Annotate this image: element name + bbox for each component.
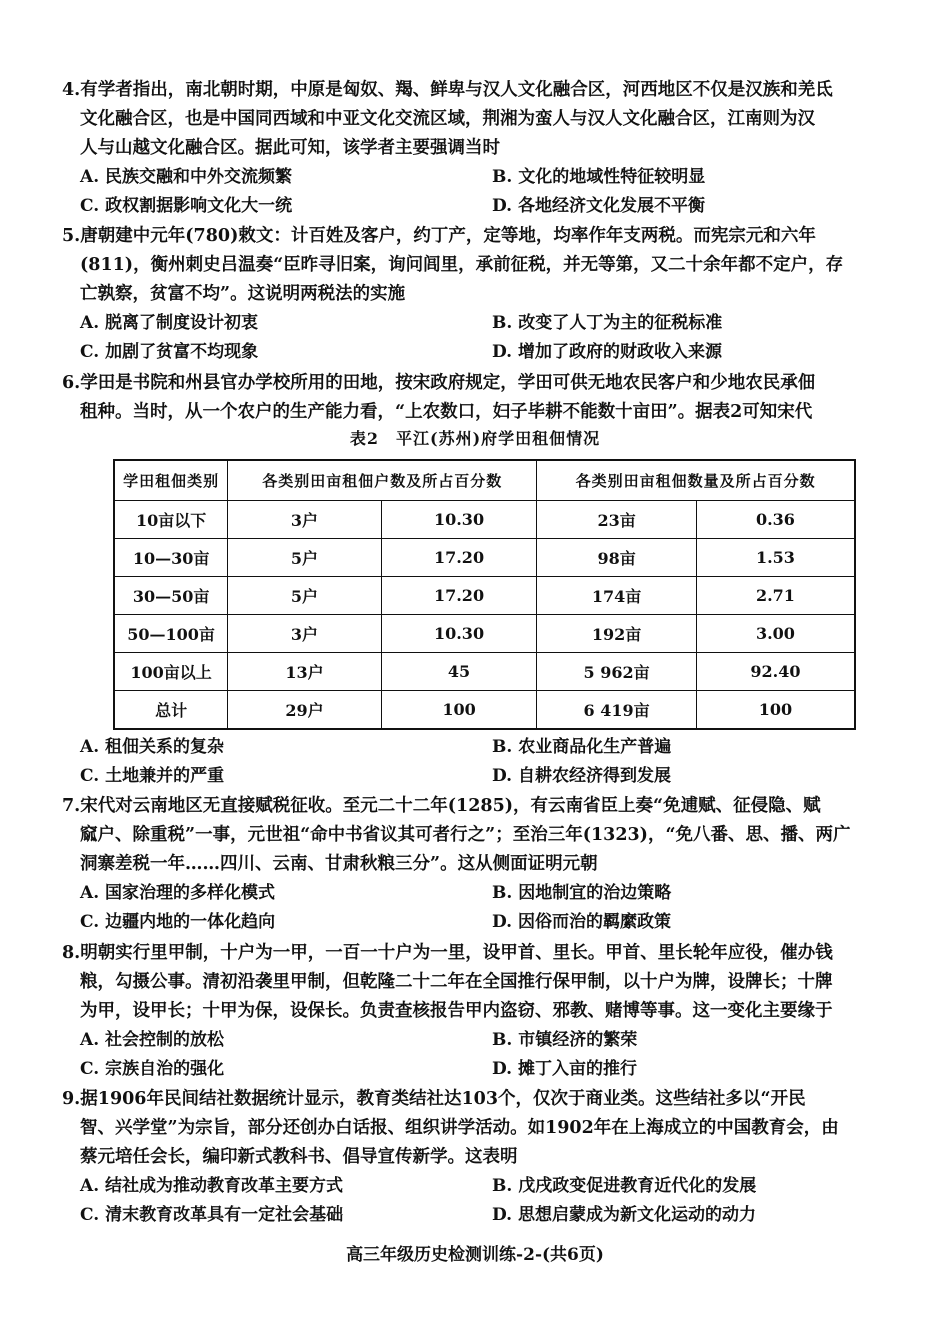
table-row [114, 577, 855, 615]
question-6-options [62, 733, 892, 791]
table-cell: 10.30 [381, 615, 537, 653]
option-d[interactable]: D. 自耕农经济得到发展 [492, 766, 671, 786]
question-number: 6. [62, 373, 81, 393]
option-a[interactable]: A. 租佃关系的复杂 [80, 737, 225, 757]
table-cell: 29户 [228, 691, 382, 730]
option-d[interactable]: D. 因俗而治的羁縻政策 [492, 912, 671, 932]
question-5 [62, 222, 892, 367]
table-cell: 3户 [228, 501, 382, 539]
table-cell: 100 [381, 691, 537, 730]
question-number: 9. [62, 1089, 81, 1109]
option-a[interactable]: A. 国家治理的多样化模式 [80, 883, 276, 903]
table-header: 各类别田亩租佃数量及所占百分数 [537, 460, 855, 501]
question-4-options [62, 163, 892, 221]
option-a[interactable]: A. 民族交融和中外交流频繁 [80, 167, 293, 187]
question-number: 4. [62, 80, 81, 100]
stem-line: 据1906年民间结社数据统计显示，教育类结社达103个，仅次于商业类。这些结社多以“开民 [80, 1089, 806, 1109]
table-cell: 17.20 [381, 539, 537, 577]
question-5-options [62, 309, 892, 367]
stem-line: 明朝实行里甲制，十户为一甲，一百一十户为一里，设甲首、里长。甲首、里长轮年应役，催办钱 [80, 943, 833, 963]
option-b[interactable]: B. 文化的地域性特征较明显 [492, 167, 706, 187]
table-cell: 13户 [228, 653, 382, 691]
stem-line: 智、兴学堂”为宗旨，部分还创办白话报、组织讲学活动。如1902年在上海成立的中国教育会，由 [80, 1118, 839, 1138]
question-8-stem [62, 939, 892, 1026]
stem-line: 窳户、除重税”一事，元世祖“命中书省议其可者行之”；至治三年(1323)，“免八番、思、播、两广 [80, 825, 851, 845]
table-cell: 50—100亩 [114, 615, 228, 653]
page-footer: 高三年级历史检测训练-2-(共6页) [346, 1245, 604, 1265]
stem-line: 宋代对云南地区无直接赋税征收。至元二十二年(1285)，有云南省臣上奏“免逋赋、征侵隐、赋 [80, 796, 821, 816]
stem-line: 有学者指出，南北朝时期，中原是匈奴、羯、鲜卑与汉人文化融合区，河西地区不仅是汉族和羌氐 [80, 80, 833, 100]
question-number: 5. [62, 226, 81, 246]
stem-line: 租种。当时，从一个农户的生产能力看，“上农数口，妇子毕耕不能数十亩田”。据表2可知宋代 [80, 402, 813, 422]
option-a[interactable]: A. 社会控制的放松 [80, 1030, 225, 1050]
table-cell: 98亩 [537, 539, 697, 577]
stem-line: 学田是书院和州县官办学校所用的田地，按宋政府规定，学田可供无地农民客户和少地农民承佃 [80, 373, 816, 393]
table-cell: 30—50亩 [114, 577, 228, 615]
table-header-row [114, 460, 855, 501]
question-6-options-wrap [62, 733, 892, 791]
table-cell: 100亩以上 [114, 653, 228, 691]
table-cell: 10—30亩 [114, 539, 228, 577]
stem-line: 洞寨差税一年……四川、云南、甘肃秋粮三分”。这从侧面证明元朝 [80, 854, 598, 874]
table-header: 各类别田亩租佃户数及所占百分数 [228, 460, 537, 501]
stem-line: 唐朝建中元年(780)敕文：计百姓及客户，约丁产，定等地，均率作年支两税。而宪宗元和六年 [80, 226, 816, 246]
option-d[interactable]: D. 摊丁入亩的推行 [492, 1059, 637, 1079]
question-4 [62, 76, 892, 221]
option-c[interactable]: C. 边疆内地的一体化趋向 [80, 912, 276, 932]
question-8 [62, 939, 892, 1084]
table-cell: 45 [381, 653, 537, 691]
table-cell: 10.30 [381, 501, 537, 539]
question-9-options [62, 1172, 892, 1230]
table-cell: 5 962亩 [537, 653, 697, 691]
table-cell: 1.53 [696, 539, 855, 577]
stem-line: 蔡元培任会长，编印新式教科书、倡导宣传新学。这表明 [80, 1147, 518, 1167]
stem-line: 亡孰察，贫富不均”。这说明两税法的实施 [80, 284, 406, 304]
table-row [114, 539, 855, 577]
table-cell: 23亩 [537, 501, 697, 539]
question-number: 8. [62, 943, 81, 963]
table-header: 学田租佃类别 [114, 460, 228, 501]
question-6-stem [62, 369, 892, 427]
stem-line: 人与山越文化融合区。据此可知，该学者主要强调当时 [80, 138, 500, 158]
table-cell: 100 [696, 691, 855, 730]
table-cell: 17.20 [381, 577, 537, 615]
option-b[interactable]: B. 因地制宜的治边策略 [492, 883, 672, 903]
table-cell: 6 419亩 [537, 691, 697, 730]
option-d[interactable]: D. 思想启蒙成为新文化运动的动力 [492, 1205, 756, 1225]
table-cell: 5户 [228, 577, 382, 615]
table-title: 表2 平江(苏州)府学田租佃情况 [349, 429, 601, 448]
stem-line: 文化融合区，也是中国同西域和中亚文化交流区域，荆湘为蛮人与汉人文化融合区，江南则为汉 [80, 109, 815, 129]
question-7-options [62, 879, 892, 937]
table-cell: 10亩以下 [114, 501, 228, 539]
option-b[interactable]: B. 市镇经济的繁荣 [492, 1030, 638, 1050]
stem-line: (811)，衡州刺史吕温奏“臣昨寻旧案，询问闾里，承前征税，并无等第，又二十余年都不定户，存 [80, 255, 844, 275]
question-number: 7. [62, 796, 81, 816]
question-7-stem [62, 792, 892, 879]
question-9 [62, 1085, 892, 1230]
table-cell: 192亩 [537, 615, 697, 653]
question-5-stem [62, 222, 892, 309]
question-6 [62, 369, 892, 427]
option-d[interactable]: D. 增加了政府的财政收入来源 [492, 342, 722, 362]
question-7 [62, 792, 892, 937]
table-cell: 3户 [228, 615, 382, 653]
question-4-stem [62, 76, 892, 163]
table-row [114, 501, 855, 539]
table-row [114, 691, 855, 730]
option-a[interactable]: A. 脱离了制度设计初衷 [80, 313, 259, 333]
question-9-stem [62, 1085, 892, 1172]
option-b[interactable]: B. 戊戌政变促进教育近代化的发展 [492, 1176, 757, 1196]
stem-line: 粮，勾摄公事。清初沿袭里甲制，但乾隆二十二年在全国推行保甲制，以十户为牌，设牌长；十牌 [80, 972, 833, 992]
option-c[interactable]: C. 清末教育改革具有一定社会基础 [80, 1205, 344, 1225]
table-row [114, 653, 855, 691]
option-c[interactable]: C. 土地兼并的严重 [80, 766, 225, 786]
table-row [114, 615, 855, 653]
table-cell: 92.40 [696, 653, 855, 691]
table-cell: 2.71 [696, 577, 855, 615]
option-c[interactable]: C. 政权割据影响文化大一统 [80, 196, 293, 216]
option-b[interactable]: B. 改变了人丁为主的征税标准 [492, 313, 723, 333]
school-field-tenancy-table [113, 459, 856, 730]
table-cell: 3.00 [696, 615, 855, 653]
option-c[interactable]: C. 宗族自治的强化 [80, 1059, 225, 1079]
table-cell: 5户 [228, 539, 382, 577]
option-b[interactable]: B. 农业商品化生产普遍 [492, 737, 672, 757]
stem-line: 为甲，设甲长；十甲为保，设保长。负责查核报告甲内盗窃、邪教、赌博等事。这一变化主要缘于 [80, 1001, 833, 1021]
option-c[interactable]: C. 加剧了贫富不均现象 [80, 342, 259, 362]
question-8-options [62, 1026, 892, 1084]
option-a[interactable]: A. 结社成为推动教育改革主要方式 [80, 1176, 344, 1196]
table-cell: 总计 [114, 691, 228, 730]
table-cell: 174亩 [537, 577, 697, 615]
table-cell: 0.36 [696, 501, 855, 539]
option-d[interactable]: D. 各地经济文化发展不平衡 [492, 196, 705, 216]
